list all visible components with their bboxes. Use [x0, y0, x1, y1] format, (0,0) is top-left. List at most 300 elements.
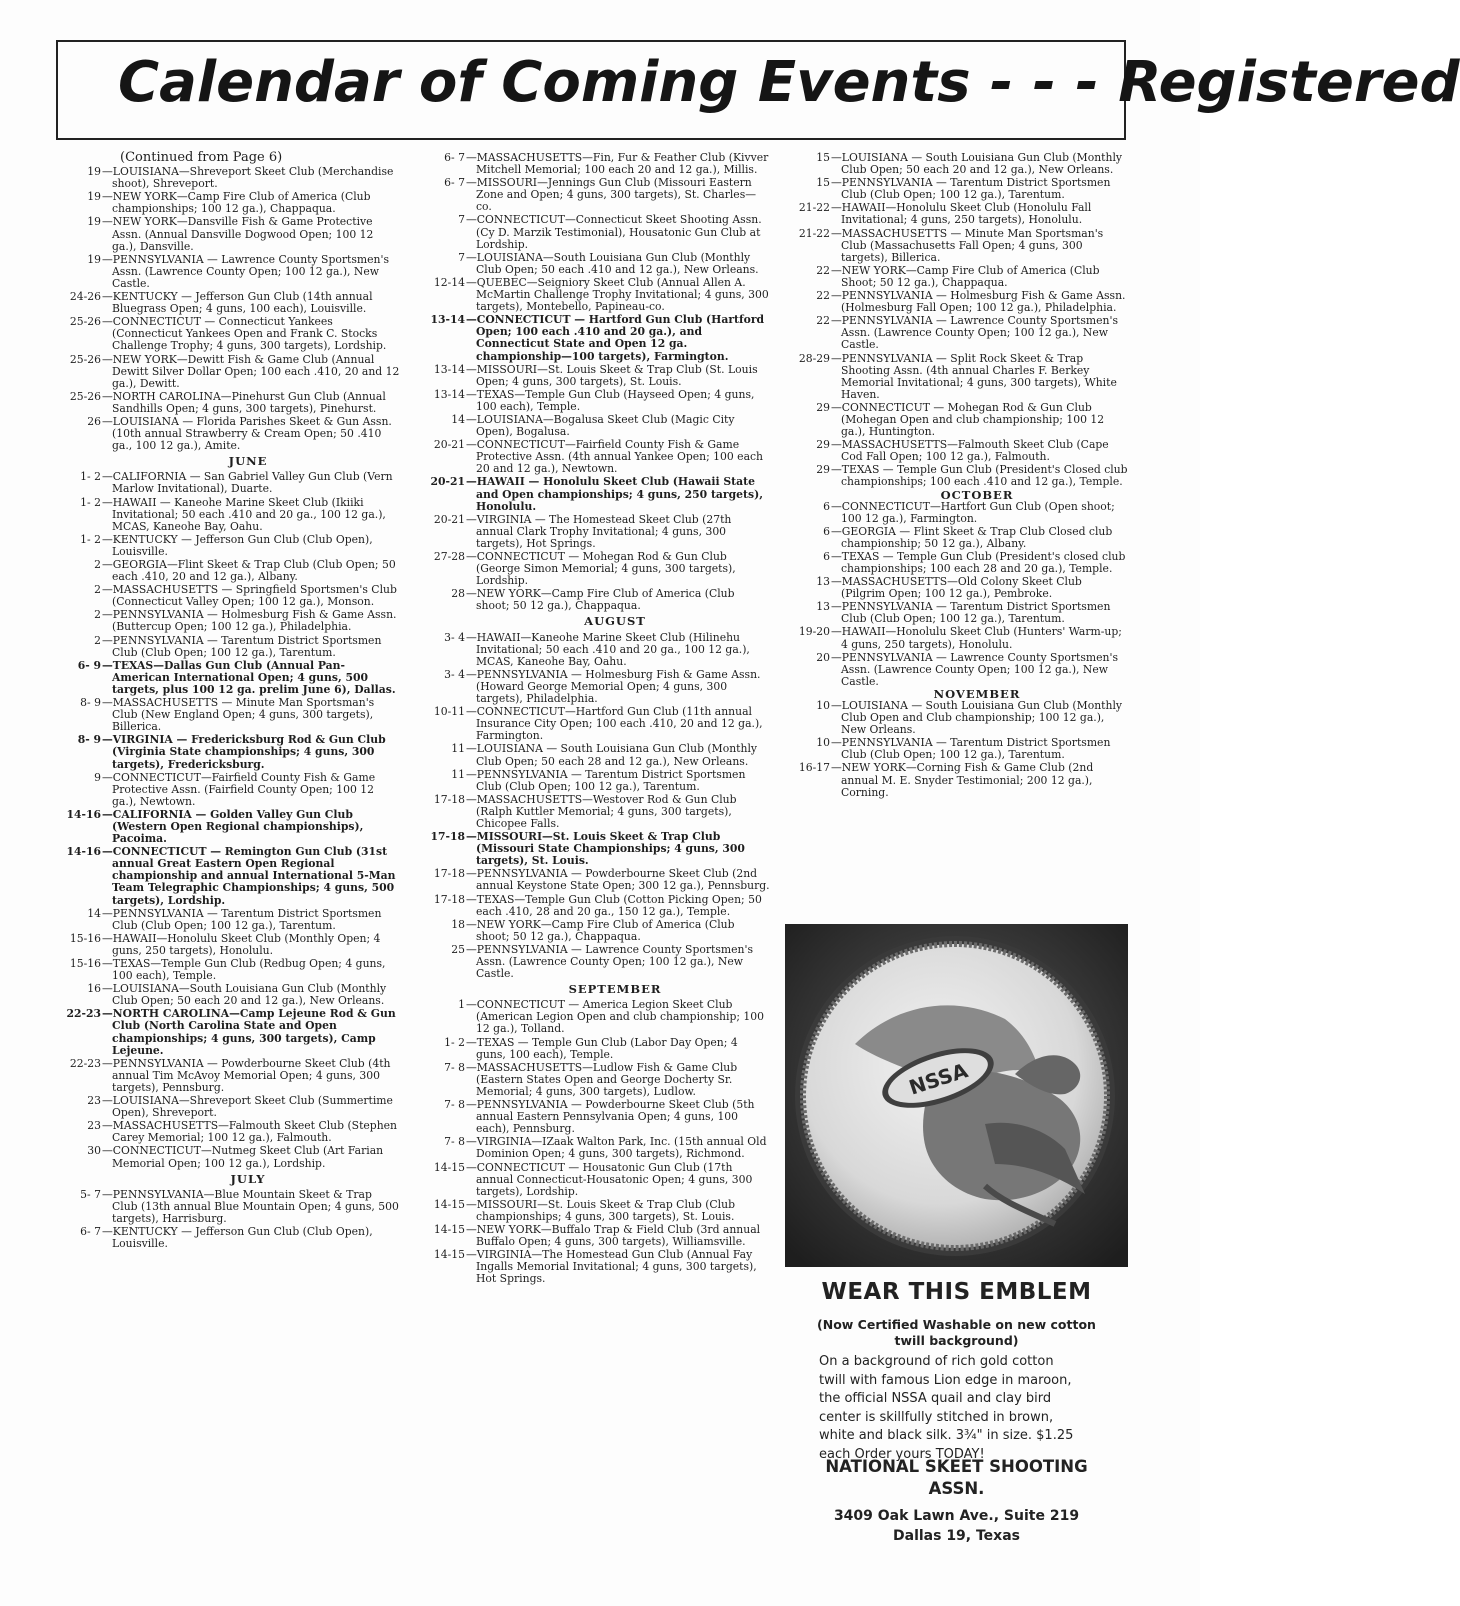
event-date: 5- 7 [80, 1187, 101, 1201]
ad-subheading-line: twill background) [894, 1333, 1019, 1348]
event-entry [420, 514, 770, 550]
event-date: 26 [87, 414, 101, 428]
event-entry [420, 794, 770, 830]
event-date: 3- 4 [444, 667, 465, 681]
event-entry [785, 626, 1129, 650]
event-date: 17-18 [433, 792, 465, 806]
event-date: 23 [87, 1119, 101, 1133]
event-entry [56, 584, 400, 608]
event-date: 7 [458, 213, 465, 227]
event-entry [785, 526, 1129, 550]
event-entry [56, 534, 400, 558]
event-details: —PENNSYLVANIA — Tarentum District Sportsmen Club (Club Open; 100 12 ga.), Tarentum. [466, 767, 746, 793]
event-details: —CONNECTICUT — America Legion Skeet Club (American Legion Open and club championship; 100 12 ga.), Tolland. [466, 998, 765, 1036]
event-entry [420, 439, 770, 475]
ad-body-line: center is skillfully stitched in brown, [819, 1409, 1054, 1425]
event-entry [56, 1008, 400, 1056]
event-date: 25 [451, 942, 465, 956]
event-entry [420, 669, 770, 705]
event-details: —PENNSYLVANIA — Powderbourne Skeet Club (2nd annual Keystone State Open; 300 12 ga.), Pennsburg. [466, 867, 770, 893]
event-entry [420, 389, 770, 413]
column-right [785, 152, 1129, 800]
event-details: —NEW YORK—Camp Fire Club of America (Club shoot; 50 12 ga.), Chappaqua. [466, 587, 735, 613]
event-date: 14-15 [433, 1222, 465, 1236]
event-entry [420, 894, 770, 918]
event-date: 6- 7 [444, 151, 465, 164]
event-date: 21-22 [798, 226, 830, 240]
ad-body-line: each Order yours TODAY! [819, 1446, 985, 1462]
event-entry [420, 944, 770, 980]
event-date: 19-20 [798, 625, 830, 639]
column-left [56, 152, 400, 1251]
ad-headline: WEAR THIS EMBLEM [821, 1279, 1092, 1305]
event-details: —NEW YORK—Corning Fish & Game Club (2nd annual M. E. Snyder Testimonial; 200 12 ga.), Corning. [831, 761, 1094, 799]
event-date: 2 [94, 608, 101, 622]
event-date: 1 [458, 998, 465, 1012]
event-details: —HAWAII—Kaneohe Marine Skeet Club (Hilinehu Invitational; 50 each .410 and 20 ga., 100 12 ga.), MCAS, Kaneohe Bay, Oahu. [466, 630, 750, 668]
event-entry [785, 353, 1129, 401]
event-date: 1- 2 [80, 495, 101, 509]
event-details: —MASSACHUSETTS — Minute Man Sportsman's Club (Massachusetts Fall Open; 4 guns, 300 targets), Billerica. [831, 226, 1104, 264]
event-entry [56, 1189, 400, 1225]
event-details: —MASSACHUSETTS—Old Colony Skeet Club (Pilgrim Open; 100 12 ga.), Pembroke. [831, 575, 1082, 601]
event-details: —PENNSYLVANIA — Powderbourne Skeet Club (5th annual Eastern Pennsylvania Open; 4 guns, 100 each), Pennsburg. [466, 1098, 755, 1136]
event-date: 15 [816, 176, 830, 190]
event-entry [56, 291, 400, 315]
event-date: 20 [816, 650, 830, 664]
event-entry [420, 1224, 770, 1248]
event-date: 18 [451, 917, 465, 931]
event-details: —CONNECTICUT — Housatonic Gun Club (17th annual Connecticut-Housatonic Open; 4 guns, 300 targets), Lordship. [466, 1160, 753, 1198]
event-details: —NORTH CAROLINA—Pinehurst Gun Club (Annual Sandhills Open; 4 guns, 300 targets), Pinehurst. [102, 389, 386, 415]
event-entry [420, 177, 770, 213]
event-details: —CONNECTICUT—Fairfield County Fish & Game Protective Assn. (4th annual Yankee Open; 100 each 20 and 12 ga.), Newtown. [466, 438, 764, 476]
ad-body-line: twill with famous Lion edge in maroon, [819, 1372, 1072, 1388]
ad-body-line: the official NSSA quail and clay bird [819, 1391, 1052, 1406]
event-list-june [56, 471, 400, 1169]
event-date: 22 [816, 289, 830, 303]
event-details: —VIRGINIA — Fredericksburg Rod & Gun Club (Virginia State championships; 4 guns, 300 targets), Fredericksburg. [102, 733, 386, 771]
event-details: —LOUISIANA—South Louisiana Gun Club (Monthly Club Open; 50 each 20 and 12 ga.), New Orleans. [102, 982, 387, 1008]
event-details: —TEXAS—Temple Gun Club (Cotton Picking Open; 50 each .410, 28 and 20 ga., 150 12 ga.), Temple. [466, 892, 762, 918]
event-date: 10 [816, 736, 830, 750]
event-details: —TEXAS—Dallas Gun Club (Annual Pan-American International Open; 4 guns, 500 targets, plus 100 12 ga. prelim June 6), Dallas. [102, 658, 396, 696]
event-entry [420, 706, 770, 742]
event-entry [785, 551, 1129, 575]
event-details: —PENNSYLVANIA — Holmesburg Fish & Game Assn. (Howard George Memorial Open; 4 guns, 300 targets), Philadelphia. [466, 667, 761, 706]
event-entry [420, 314, 770, 362]
event-date: 12-14 [433, 275, 465, 289]
event-entry [56, 497, 400, 533]
ad-description [785, 1353, 1128, 1464]
event-date: 19 [87, 165, 101, 179]
event-entry [56, 933, 400, 957]
event-details: —CONNECTICUT — Remington Gun Club (31st annual Great Eastern Open Regional championship and annual International 5-Man Team Telegraphic Championships; 4 guns, 500 targets), Lordship. [102, 845, 396, 907]
event-date: 2 [94, 633, 101, 647]
event-details: —MASSACHUSETTS—Fin, Fur & Feather Club (Kivver Mitchell Memorial; 100 each 20 and 12 ga.), Millis. [466, 151, 769, 177]
event-entry [785, 601, 1129, 625]
month-heading-september: SEPTEMBER [568, 982, 662, 997]
event-details: —MISSOURI—Jennings Gun Club (Missouri Eastern Zone and Open; 4 guns, 300 targets), St. Charles—co. [466, 176, 757, 214]
event-date: 16-17 [798, 761, 830, 775]
event-details: —VIRGINIA—IZaak Walton Park, Inc. (15th annual Old Dominion Open; 4 guns, 300 targets), Richmond. [466, 1135, 767, 1161]
event-entry [56, 1145, 400, 1169]
event-date: 1- 2 [444, 1035, 465, 1049]
event-date: 30 [87, 1144, 101, 1158]
event-details: —PENNSYLVANIA — Holmesburg Fish & Game Assn. (Buttercup Open; 100 12 ga.), Philadelphia. [102, 608, 397, 634]
event-entry [56, 1095, 400, 1119]
event-date: 25-26 [69, 389, 101, 403]
event-entry [785, 265, 1129, 289]
event-details: —HAWAII—Honolulu Skeet Club (Hunters' Warm-up; 4 guns, 250 targets), Honolulu. [831, 625, 1122, 651]
event-details: —TEXAS—Temple Gun Club (Redbug Open; 4 guns, 100 each), Temple. [102, 957, 386, 983]
event-details: —TEXAS — Temple Gun Club (President's closed club championships; 100 each 28 and 20 ga.), Temple. [831, 549, 1126, 575]
masthead-box [56, 40, 1460, 140]
event-details: —LOUISIANA — Florida Parishes Skeet & Gun Assn. (10th annual Strawberry & Cream Open; 50 .410 ga., 100 12 ga.), Amite. [102, 414, 392, 453]
event-date: 19 [87, 252, 101, 266]
event-entry [56, 391, 400, 415]
event-date: 28-29 [798, 351, 830, 365]
column-middle [420, 152, 770, 1286]
event-list-august [420, 632, 770, 981]
event-details: —GEORGIA—Flint Skeet & Trap Club (Club Open; 50 each .410, 20 and 12 ga.), Albany. [102, 558, 396, 584]
event-entry [420, 919, 770, 943]
event-details: —CONNECTICUT—Nutmeg Skeet Club (Art Farian Memorial Open; 100 12 ga.), Lordship. [102, 1144, 384, 1170]
event-date: 10 [816, 698, 830, 712]
event-details: —TEXAS—Temple Gun Club (Hayseed Open; 4 guns, 100 each), Temple. [466, 387, 755, 413]
event-date: 22-23 [69, 1056, 101, 1070]
nssa-emblem-photo [785, 924, 1128, 1267]
event-entry [785, 737, 1129, 761]
event-entry [420, 588, 770, 612]
event-date: 6- 9 [77, 658, 101, 672]
event-entry [56, 191, 400, 215]
event-details: —MASSACHUSETTS — Springfield Sportsmen's Club (Connecticut Valley Open; 100 12 ga.), Monson. [102, 583, 397, 609]
event-date: 13 [816, 575, 830, 589]
event-date: 20-21 [430, 475, 465, 489]
event-date: 14-15 [433, 1160, 465, 1174]
event-list-september-cont [785, 152, 1129, 489]
ad-subheading-line: (Now Certified Washable on new cotton [817, 1317, 1096, 1332]
event-date: 8- 9 [77, 733, 101, 747]
event-date: 15 [816, 151, 830, 164]
event-details: —NEW YORK—Dewitt Fish & Game Club (Annual Dewitt Silver Dollar Open; 100 each .410, 20 and 12 ga.), Dewitt. [102, 352, 400, 390]
ad-body-line: white and black silk. 3¾" in size. $1.25 [819, 1428, 1074, 1443]
ad-address-line: Dallas 19, Texas [893, 1528, 1020, 1544]
event-details: —LOUISIANA—Shreveport Skeet Club (Merchandise shoot), Shreveport. [102, 165, 394, 191]
event-entry [56, 1058, 400, 1094]
event-entry [785, 177, 1129, 201]
event-entry [420, 252, 770, 276]
event-date: 11 [451, 742, 465, 756]
event-entry [785, 762, 1129, 798]
event-date: 14 [451, 412, 465, 426]
event-details: —MASSACHUSETTS—Ludlow Fish & Game Club (Eastern States Open and George Docherty Sr. Memorial; 4 guns, 300 targets), Ludlow. [466, 1060, 738, 1098]
event-details: —HAWAII — Honolulu Skeet Club (Hawaii State and Open championships; 4 guns, 250 targets), Honolulu. [466, 475, 763, 513]
emblem-illustration [785, 924, 1128, 1267]
event-entry [785, 464, 1129, 488]
event-date: 14-16 [66, 845, 101, 859]
event-entry [420, 999, 770, 1035]
event-details: —NEW YORK—Camp Fire Club of America (Club shoot; 50 12 ga.), Chappaqua. [466, 917, 735, 943]
event-date: 21-22 [798, 201, 830, 215]
month-heading-august: AUGUST [584, 614, 646, 629]
event-entry [56, 697, 400, 733]
event-date: 29 [816, 438, 830, 452]
event-entry [56, 660, 400, 696]
event-details: —CONNECTICUT — Mohegan Rod & Gun Club (George Simon Memorial; 4 guns, 300 targets), Lordship. [466, 550, 736, 588]
event-details: —VIRGINIA—The Homestead Gun Club (Annual Fay Ingalls Memorial Invitational; 4 guns, 300 targets), Hot Springs. [466, 1248, 757, 1286]
event-details: —QUEBEC—Seigniory Skeet Club (Annual Allen A. McMartin Challenge Trophy Invitational; 4 guns, 300 targets), Montebello, Papineau-co. [466, 275, 769, 314]
event-date: 6 [823, 499, 830, 513]
event-entry [420, 831, 770, 867]
event-entry [56, 216, 400, 252]
event-details: —TEXAS — Temple Gun Club (President's Closed club championships; 100 each .410 and 12 ga.), Temple. [831, 463, 1128, 489]
event-date: 13-14 [430, 313, 465, 327]
event-entry [420, 1037, 770, 1061]
event-details: —CONNECTICUT — Mohegan Rod & Gun Club (Mohegan Open and club championship; 100 12 ga.), Huntington. [831, 400, 1105, 439]
event-entry [56, 1120, 400, 1144]
event-details: —CONNECTICUT — Connecticut Yankees (Connecticut Yankees Open and Frank C. Stocks Challenge Trophy; 4 guns, 300 targets), Lordship. [102, 315, 387, 353]
event-entry [420, 476, 770, 512]
month-heading-july: JULY [230, 1171, 266, 1186]
event-date: 17-18 [433, 892, 465, 906]
event-details: —PENNSYLVANIA — Tarentum District Sportsmen Club (Club Open; 100 12 ga.), Tarentum. [102, 633, 382, 659]
event-details: —NEW YORK—Buffalo Trap & Field Club (3rd annual Buffalo Open; 4 guns, 300 targets), Williamsville. [466, 1222, 761, 1249]
event-date: 6 [823, 549, 830, 563]
event-entry [56, 416, 400, 452]
event-entry [56, 908, 400, 932]
event-details: —HAWAII — Kaneohe Marine Skeet Club (Ikiiki Invitational; 50 each .410 and 20 ga., 100 12 ga.), MCAS, Kaneohe Bay, Oahu. [102, 495, 386, 533]
event-details: —MASSACHUSETTS—Falmouth Skeet Club (Stephen Carey Memorial; 100 12 ga.), Falmouth. [102, 1119, 398, 1145]
event-date: 27-28 [433, 550, 465, 563]
event-entry [785, 439, 1129, 463]
event-details: —LOUISIANA—Bogalusa Skeet Club (Magic City Open), Bogalusa. [466, 412, 735, 439]
event-entry [420, 1249, 770, 1285]
event-details: —CALIFORNIA — Golden Valley Gun Club (Western Open Regional championships), Pacoima. [102, 807, 364, 846]
event-entry [420, 1199, 770, 1223]
event-date: 7- 8 [444, 1060, 465, 1074]
event-details: —CONNECTICUT — Hartford Gun Club (Hartford Open; 100 each .410 and 20 ga.), and Connecticut State and Open 12 ga. championship—100 targets), Farmington. [466, 313, 765, 363]
event-date: 23 [87, 1094, 101, 1108]
event-entry [420, 769, 770, 793]
ad-address-line: 3409 Oak Lawn Ave., Suite 219 [833, 1508, 1080, 1524]
event-entry [56, 809, 400, 845]
event-list-september [420, 999, 770, 1285]
event-details: —LOUISIANA — South Louisiana Gun Club (Monthly Club Open; 50 each 28 and 12 ga.), New Orleans. [466, 742, 757, 768]
event-date: 10-11 [433, 705, 465, 719]
event-entry [420, 551, 770, 587]
event-details: —NEW YORK—Dansville Fish & Game Protective Assn. (Annual Dansville Dogwood Open; 100 12 ga.), Dansville. [102, 215, 374, 253]
event-details: —MISSOURI—St. Louis Skeet & Trap Club (Missouri State Championships; 4 guns, 300 targets), St. Louis. [466, 830, 745, 868]
event-date: 1- 2 [80, 470, 101, 484]
event-entry [785, 576, 1129, 600]
event-entry [420, 1099, 770, 1135]
ad-address [785, 1506, 1128, 1546]
event-entry [56, 471, 400, 495]
event-details: —NEW YORK—Camp Fire Club of America (Club championships; 100 12 ga.), Chappaqua. [102, 190, 371, 216]
event-date: 15-16 [69, 931, 101, 945]
month-heading-june: JUNE [228, 454, 268, 469]
ad-organization [785, 1456, 1128, 1500]
event-entry [56, 166, 400, 190]
event-details: —CONNECTICUT—Fairfield County Fish & Game Protective Assn. (Fairfield County Open; 100 12 ga.), Newtown. [102, 770, 376, 808]
event-date: 2 [94, 583, 101, 597]
event-entry [420, 414, 770, 438]
event-date: 28 [451, 587, 465, 601]
event-details: —PENNSYLVANIA — Tarentum District Sportsmen Club (Club Open; 100 12 ga.), Tarentum. [102, 906, 382, 932]
event-date: 11 [451, 767, 465, 781]
event-details: —LOUISIANA — South Louisiana Gun Club (Monthly Club Open; 50 each 20 and 12 ga.), New Orleans. [831, 151, 1122, 177]
event-entry [56, 354, 400, 390]
event-details: —MASSACHUSETTS—Westover Rod & Gun Club (Ralph Kuttler Memorial; 4 guns, 300 targets), Chicopee Falls. [466, 792, 737, 830]
event-entry [56, 734, 400, 770]
event-details: —PENNSYLVANIA—Blue Mountain Skeet & Trap Club (13th annual Blue Mountain Open; 4 guns, 500 targets), Harrisburg. [102, 1187, 399, 1225]
event-entry [420, 277, 770, 313]
event-entry [785, 315, 1129, 351]
event-list-november [785, 700, 1129, 799]
event-entry [56, 559, 400, 583]
event-details: —LOUISIANA — South Louisiana Gun Club (Monthly Club Open and Club championship; 100 12 ga.), New Orleans. [831, 698, 1122, 737]
event-details: —CALIFORNIA — San Gabriel Valley Gun Club (Vern Marlow Invitational), Duarte. [102, 470, 393, 496]
event-date: 8- 9 [80, 696, 101, 710]
event-entry [785, 501, 1129, 525]
event-entry [56, 609, 400, 633]
event-date: 7 [458, 250, 465, 264]
event-details: —KENTUCKY — Jefferson Gun Club (Club Open), Louisville. [102, 532, 373, 558]
event-details: —PENNSYLVANIA — Tarentum District Sportsmen Club (Club Open; 100 12 ga.), Tarentum. [831, 600, 1111, 626]
event-entry [56, 254, 400, 290]
event-list-july [56, 1189, 400, 1250]
event-date: 7- 8 [444, 1098, 465, 1112]
event-details: —PENNSYLVANIA — Lawrence County Sportsmen's Assn. (Lawrence County Open; 100 12 ga.), New Castle. [831, 314, 1118, 352]
ad-subheading [785, 1317, 1128, 1349]
month-heading-october: OCTOBER [940, 487, 1014, 502]
event-details: —NEW YORK—Camp Fire Club of America (Club Shoot; 50 12 ga.), Chappaqua. [831, 263, 1100, 289]
event-entry [420, 364, 770, 388]
event-details: —HAWAII—Honolulu Skeet Club (Monthly Open; 4 guns, 250 targets), Honolulu. [102, 931, 381, 957]
event-details: —HAWAII—Honolulu Skeet Club (Honolulu Fall Invitational; 4 guns, 250 targets), Honolulu. [831, 201, 1092, 227]
event-date: 17-18 [433, 867, 465, 881]
event-details: —CONNECTICUT—Hartford Gun Club (11th annual Insurance City Open; 100 each .410, 20 and 12 ga.), Farmington. [466, 705, 763, 743]
event-entry [420, 743, 770, 767]
event-details: —MISSOURI—St. Louis Skeet & Trap Club (St. Louis Open; 4 guns, 300 targets), St. Louis. [466, 362, 758, 388]
event-details: —GEORGIA — Flint Skeet & Trap Club Closed club championship; 50 12 ga.), Albany. [831, 524, 1113, 550]
event-date: 20-21 [433, 512, 465, 526]
event-details: —MASSACHUSETTS—Falmouth Skeet Club (Cape Cod Fall Open; 100 12 ga.), Falmouth. [831, 438, 1109, 464]
event-details: —PENNSYLVANIA — Tarentum District Sportsmen Club (Club Open; 100 12 ga.), Tarentum. [831, 176, 1111, 202]
event-date: 1- 2 [80, 532, 101, 546]
event-entry [420, 868, 770, 892]
event-details: —VIRGINIA — The Homestead Skeet Club (27th annual Clark Trophy Invitational; 4 guns, 300 targets), Hot Springs. [466, 512, 732, 550]
event-entry [420, 1162, 770, 1198]
event-date: 22-23 [66, 1007, 101, 1021]
event-details: —TEXAS — Temple Gun Club (Labor Day Open; 4 guns, 100 each), Temple. [466, 1035, 738, 1061]
event-entry [785, 202, 1129, 226]
event-entry [785, 700, 1129, 736]
event-details: —LOUISIANA—Shreveport Skeet Club (Summertime Open), Shreveport. [102, 1094, 393, 1120]
event-details: —CONNECTICUT—Hartfort Gun Club (Open shoot; 100 12 ga.), Farmington. [831, 499, 1115, 525]
event-date: 13 [816, 600, 830, 614]
event-details: —PENNSYLVANIA — Lawrence County Sportsmen's Assn. (Lawrence County Open; 100 12 ga.), New Castle. [466, 942, 753, 981]
event-details: —PENNSYLVANIA — Holmesburg Fish & Game Assn. (Holmesburg Fall Open; 100 12 ga.), Philadelphia. [831, 289, 1126, 315]
event-date: 17-18 [430, 830, 465, 844]
event-date: 29 [816, 463, 830, 477]
event-date: 14-16 [66, 807, 101, 821]
month-heading-november: NOVEMBER [933, 686, 1021, 701]
event-date: 25-26 [69, 352, 101, 366]
event-entry [56, 983, 400, 1007]
event-date: 19 [87, 215, 101, 229]
event-entry [785, 152, 1129, 176]
event-entry [56, 1226, 400, 1250]
continued-note: (Continued from Page 6) [120, 150, 283, 165]
event-date: 22 [816, 263, 830, 277]
event-details: —PENNSYLVANIA — Lawrence County Sportsmen's Assn. (Lawrence County Open; 100 12 ga.), New Castle. [831, 650, 1118, 688]
event-entry [785, 402, 1129, 438]
event-details: —MISSOURI—St. Louis Skeet & Trap Club (Club championships; 4 guns, 300 targets), St. Louis. [466, 1197, 735, 1223]
event-details: —PENNSYLVANIA — Tarentum District Sportsmen Club (Club Open; 100 12 ga.), Tarentum. [831, 736, 1111, 762]
event-entry [785, 290, 1129, 314]
page-title: Calendar of Coming Events - - - Registered [118, 50, 1460, 115]
event-list-october [785, 501, 1129, 688]
event-details: —LOUISIANA—South Louisiana Gun Club (Monthly Club Open; 50 each .410 and 12 ga.), New Orleans. [466, 250, 759, 276]
event-details: —PENNSYLVANIA — Powderbourne Skeet Club (4th annual Tim McAvoy Memorial Open; 4 guns, 300 targets), Pennsburg. [102, 1056, 391, 1094]
event-entry [56, 635, 400, 659]
event-details: —CONNECTICUT—Connecticut Skeet Shooting Assn. (Cy D. Marzik Testimonial), Housatonic Gun Club at Lordship. [466, 213, 762, 251]
event-entry [56, 846, 400, 906]
event-entry [785, 652, 1129, 688]
event-date: 9 [94, 770, 101, 784]
event-date: 24-26 [69, 290, 101, 304]
event-date: 22 [816, 314, 830, 328]
event-date: 14-15 [433, 1197, 465, 1211]
event-date: 14-15 [433, 1248, 465, 1262]
event-date: 13-14 [433, 362, 465, 376]
event-date: 6 [823, 524, 830, 538]
event-date: 6- 7 [80, 1224, 101, 1238]
ad-org-line: NATIONAL SKEET SHOOTING [825, 1457, 1088, 1476]
event-date: 29 [816, 400, 830, 414]
event-date: 7- 8 [444, 1135, 465, 1149]
event-entry [785, 228, 1129, 264]
event-entry [56, 316, 400, 352]
event-date: 15-16 [69, 957, 101, 970]
event-date: 6- 7 [444, 176, 465, 190]
event-entry [420, 1136, 770, 1160]
event-date: 25-26 [69, 315, 101, 329]
event-date: 16 [87, 982, 101, 996]
event-details: —KENTUCKY — Jefferson Gun Club (14th annual Bluegrass Open; 4 guns, 100 each), Louisville. [102, 290, 373, 316]
event-entry [56, 958, 400, 982]
event-details: —PENNSYLVANIA — Split Rock Skeet & Trap Shooting Assn. (4th annual Charles F. Berkey Memorial Invitational; 4 guns, 300 targets), White Haven. [831, 351, 1117, 401]
event-date: 3- 4 [444, 630, 465, 644]
event-date: 14 [87, 906, 101, 920]
event-list-may [56, 166, 400, 452]
event-date: 2 [94, 558, 101, 571]
event-details: —KENTUCKY — Jefferson Gun Club (Club Open), Louisville. [102, 1224, 373, 1251]
event-date: 13-14 [433, 387, 465, 401]
event-list-july-cont [420, 152, 770, 612]
emblem-lettering: NSSA [906, 1058, 971, 1100]
event-details: —PENNSYLVANIA — Lawrence County Sportsmen's Assn. (Lawrence County Open; 100 12 ga.), New Castle. [102, 252, 389, 290]
ad-body-line: On a background of rich gold cotton [819, 1354, 1054, 1369]
event-entry [420, 1062, 770, 1098]
event-details: —MASSACHUSETTS — Minute Man Sportsman's Club (New England Open; 4 guns, 300 targets), Billerica. [102, 696, 375, 734]
event-entry [420, 632, 770, 668]
ad-org-line: ASSN. [928, 1479, 985, 1498]
event-entry [420, 214, 770, 250]
